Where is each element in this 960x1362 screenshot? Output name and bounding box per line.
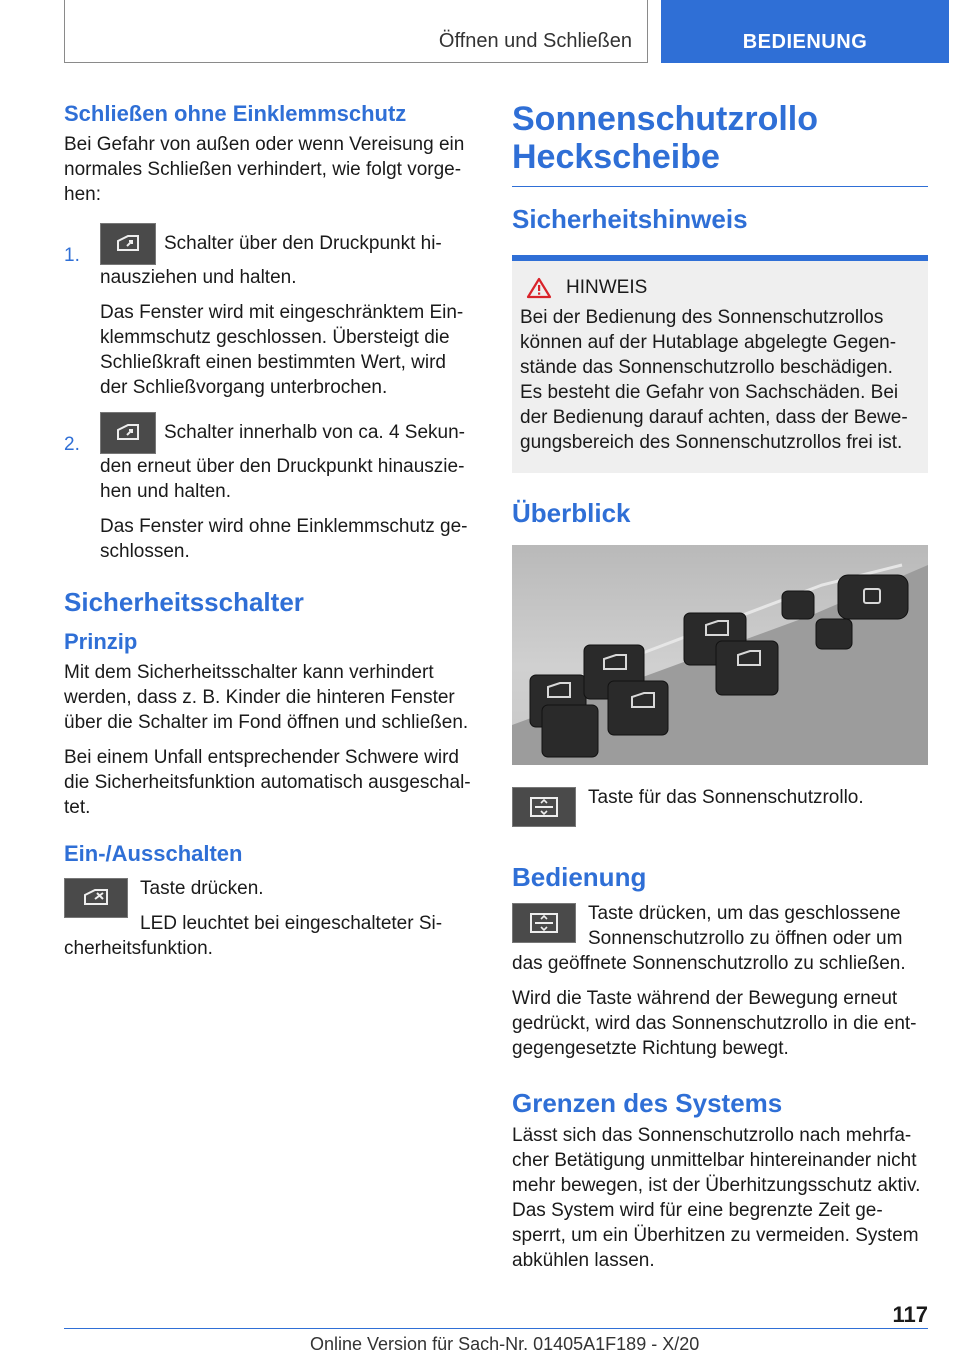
notice-label: HINWEIS [566,277,648,298]
footer-rule [64,1328,928,1329]
paragraph-operation-1: Taste drücken, um das geschlossene Sonnenschutzrollo zu öffnen oder um das geöffnete Sonnenschutzrollo zu schließen. [512,903,906,974]
paragraph-overview: Taste für das Sonnenschutzrollo. [588,787,864,808]
overview-key-block [512,785,928,831]
heading-closing-without-protection: Schließen ohne Einklemmschutz [64,101,407,126]
heading-on-off: Ein-/Ausschalten [64,841,243,866]
door-panel-photo [512,545,928,765]
notice-box [512,261,928,473]
header-chapter-tab[interactable]: BEDIENUNG [661,0,949,63]
operation-block [512,901,928,1061]
step-2 [64,412,476,564]
heading-safety-switch: Sicherheitsschalter [64,587,304,617]
heading-rule [512,186,928,187]
notice-text: Bei der Bedienung des Sonnenschutzrollos können auf der Hutablage abgelegte Gegen-stände das Sonnenschutzrollo beschädigen. Es besteht die Gefahr von Sachschäden. Bei der Bedienung darauf achten, dass der Bewe-gungsbereich des Sonnenschutzrollos frei ist. [520,307,908,453]
heading-system-limits: Grenzen des Systems [512,1088,783,1118]
paragraph-on-off-2: LED leuchtet bei eingeschalteter Si-cherheitsfunktion. [64,913,443,959]
page-number: 117 [892,1302,928,1327]
heading-safety-note: Sicherheitshinweis [512,204,748,234]
heading-operation: Bedienung [512,862,647,892]
left-column [64,100,476,971]
step-number: 1. [64,245,80,266]
step-detail: Das Fenster wird ohne Einklemmschutz ge-schlossen. [100,516,468,562]
step-1 [64,223,476,400]
warning-triangle-icon [526,277,552,299]
heading-overview: Überblick [512,498,631,528]
on-off-block [64,876,476,961]
right-column [512,100,928,1283]
paragraph-principle-1: Mit dem Sicherheitsschalter kann verhindert werden, dass z. B. Kinder die hinteren Fenster über die Schalter im Fond öffnen und schließen. [64,662,469,733]
sunblind-button-icon [512,787,576,827]
paragraph-on-off-1: Taste drücken. [140,878,264,899]
safety-switch-icon [64,878,128,918]
sunblind-button-icon [512,903,576,943]
step-detail: Das Fenster wird mit eingeschränktem Ein-klemmschutz geschlossen. Übersteigt die Schließkraft einen bestimmten Wert, wird der Schließvorgang unterbrochen. [100,302,464,398]
paragraph-operation-2: Wird die Taste während der Bewegung erneut gedrückt, wird das Sonnenschutzrollo in die ent-gegengesetzte Richtung bewegt. [512,988,917,1059]
paragraph-principle-2: Bei einem Unfall entsprechender Schwere wird die Sicherheitsfunktion automatisch ausgeschal-tet. [64,747,471,818]
paragraph-system-limits: Lässt sich das Sonnenschutzrollo nach mehrfa-cher Betätigung unmittelbar hintereinander nicht mehr bewegen, ist der Überhitzungsschutz aktiv. Das System wird für eine begrenzte Zeit ge-sperrt, um ein Überhitzen zu vermeiden. System abkühlen lassen. [512,1125,921,1271]
step-text: Schalter innerhalb von ca. 4 Sekun-den erneut über den Druckpunkt hinauszie-hen und halten. [100,422,466,502]
paragraph-closing-intro: Bei Gefahr von außen oder wenn Vereisung ein normales Schließen verhindert, wie folgt vorge-hen: [64,134,465,205]
heading-sunblind: Sonnenschutzrollo Heckscheibe [512,100,818,176]
footer-version-text: Online Version für Sach-Nr. 01405A1F189 - X/20 [310,1334,700,1354]
step-number: 2. [64,434,80,455]
window-switch-icon [100,412,156,454]
notice-header [520,277,920,299]
heading-principle: Prinzip [64,629,138,654]
window-switch-icon [100,223,156,265]
step-text: Schalter über den Druckpunkt hi-nausziehen und halten. [100,233,442,288]
header-section-title: Öffnen und Schließen [438,30,632,52]
